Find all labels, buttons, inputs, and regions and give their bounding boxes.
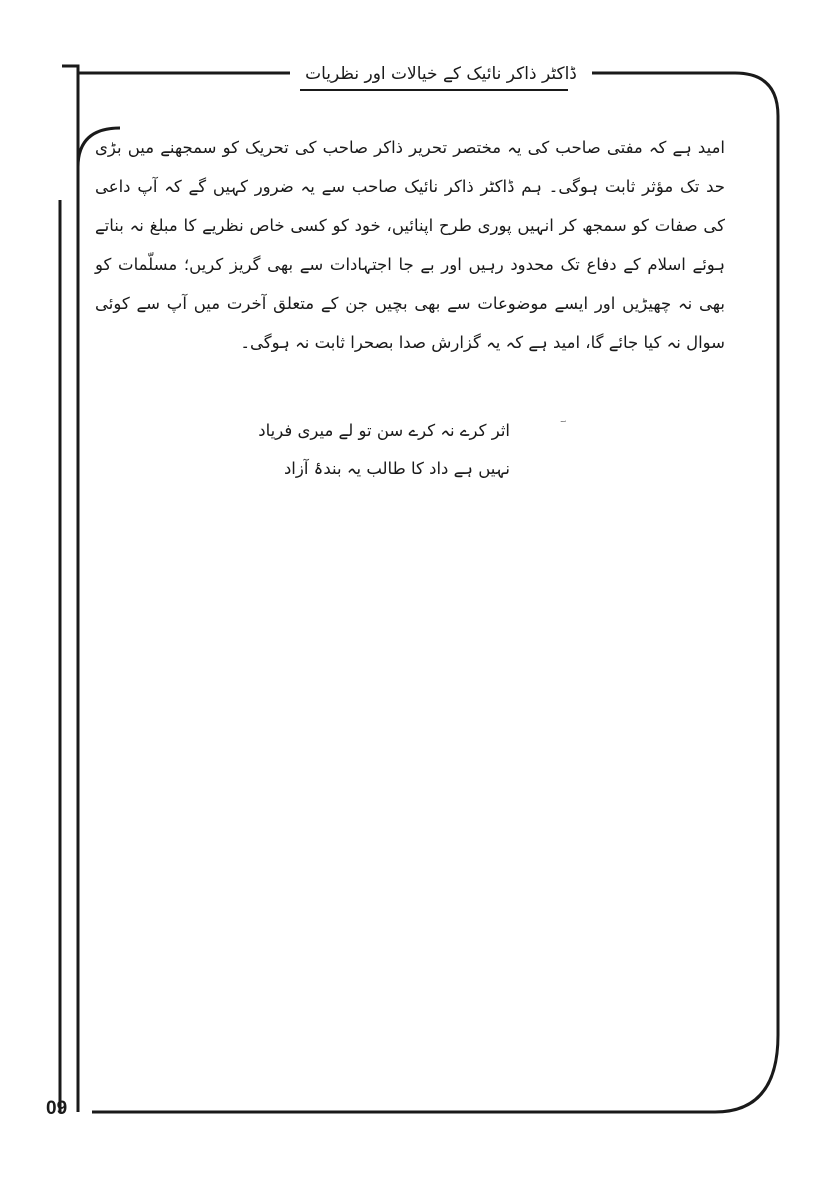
border-bottom-line — [92, 1035, 778, 1112]
header-underline — [300, 89, 568, 91]
verse-line-1: اثر کرے نہ کرے سن تو لے میری فریاد — [258, 421, 510, 440]
verse-line-2: نہیں ہے داد کا طالب یہ بندۂ آزاد — [283, 459, 510, 478]
page-header-title: ڈاکٹر ذاکر نائیک کے خیالات اور نظریات — [290, 60, 592, 88]
page-number: 09 — [46, 1098, 68, 1119]
body-paragraph: امید ہے کہ مفتی صاحب کی یہ مختصر تحریر ذاکر صاحب کی تحریک کو سمجھنے میں بڑی حد تک مؤثر ثابت ہوگی۔ ہم ڈاکٹر ذاکر نائیک صاحب سے یہ ضرور کہیں گے کہ آپ داعی کی صفات کو سمجھ کر انہیں پوری طرح اپنائیں، خود کو کسی خاص نظریے کا مبلغ نہ بناتے ہوئے اسلام کے دفاع تک محدود رہیں اور بے جا اجتہادات سے بھی گریز کریں؛ مسلّمات کو بھی نہ چھیڑیں اور ایسے موضوعات سے بھی بچیں جن کے متعلق آخرت میں آپ سے کوئی سوال نہ کیا جائے گا، امید ہے کہ یہ گزارش صدا بصحرا ثابت نہ ہوگی۔ — [95, 138, 725, 352]
verse-mark — [540, 412, 580, 450]
verse-couplet — [250, 412, 580, 488]
